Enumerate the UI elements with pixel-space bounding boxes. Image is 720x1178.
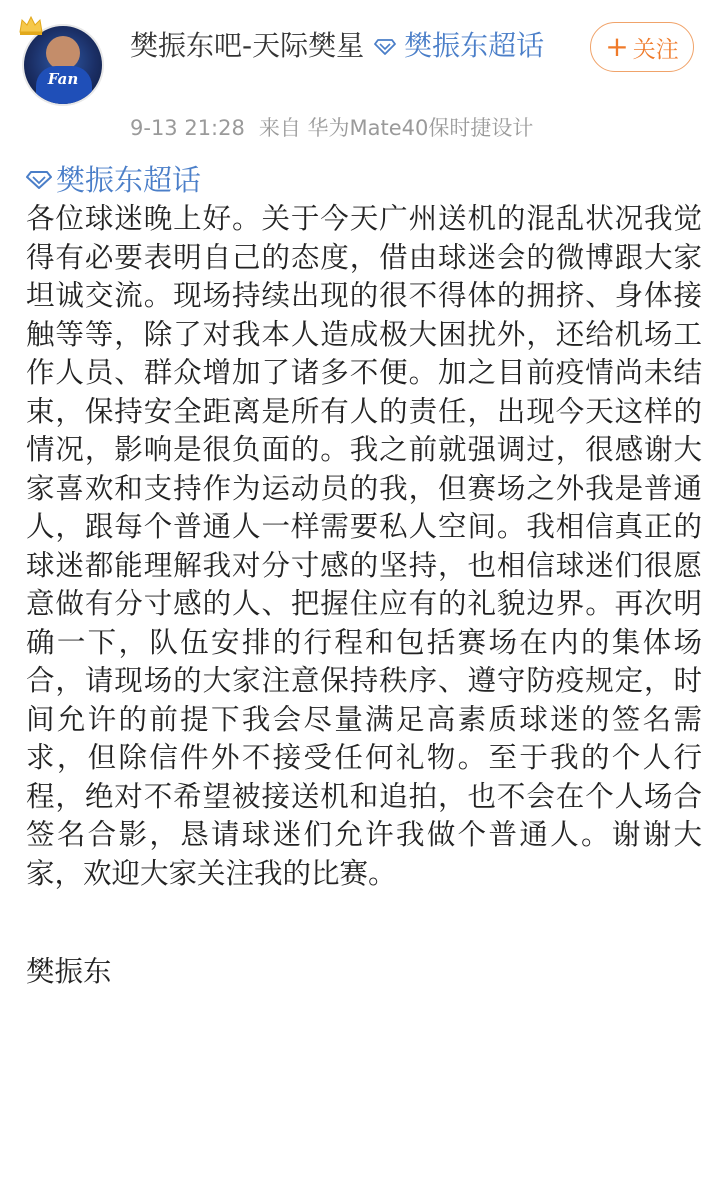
avatar[interactable] <box>22 24 104 106</box>
post-body: 各位球迷晚上好。关于今天广州送机的混乱状况我觉得有必要表明自己的态度，借由球迷会的微博跟大家坦诚交流。现场持续出现的很不得体的拥挤、身体接触等等，除了对我本人造成极大困扰外，还给机场工作人员、群众增加了诸多不便。加之目前疫情尚未结束，保持安全距离是所有人的责任，出现今天这样的情况，影响是很负面的。我之前就强调过，很感谢大家喜欢和支持作为运动员的我，但赛场之外我是普通人，跟每个普通人一样需要私人空间。我相信真正的球迷都能理解我对分寸感的坚持，也相信球迷们很愿意做有分寸感的人、把握住应有的礼貌边界。再次明确一下，队伍安排的行程和包括赛场在内的集体场合，请现场的大家注意保持秩序、遵守防疫规定，时间允许的前提下我会尽量满足高素质球迷的签名需求，但除信件外不接受任何礼物。至于我的个人行程，绝对不希望被接送机和追拍，也不会在个人场合签名合影，恳请球迷们允许我做个普通人。谢谢大家，欢迎大家关注我的比赛。 <box>26 202 702 890</box>
post-signature: 樊振东 <box>26 955 112 988</box>
avatar-face <box>46 36 80 70</box>
crown-icon <box>18 14 44 36</box>
post-header <box>0 0 720 150</box>
post-meta <box>130 112 547 142</box>
avatar-text: Fan <box>47 70 79 88</box>
timestamp: 9-13 21:28 <box>130 116 245 140</box>
topic-tag[interactable] <box>26 160 702 200</box>
avatar-image <box>22 24 104 106</box>
super-topic-link[interactable]: 樊振东超话 <box>404 29 545 62</box>
topic-tag-label: 樊振东超话 <box>56 163 202 197</box>
super-topic-icon <box>26 171 52 189</box>
plus-icon: + <box>605 30 629 63</box>
username[interactable]: 樊振东吧-天际樊星 <box>130 29 365 62</box>
super-topic-icon <box>374 39 396 55</box>
follow-label: 关注 <box>632 36 679 63</box>
follow-button[interactable] <box>590 22 694 72</box>
username-line <box>130 26 580 66</box>
post-content <box>26 160 702 992</box>
post-source: 来自 华为Mate40保时捷设计 <box>258 116 534 140</box>
